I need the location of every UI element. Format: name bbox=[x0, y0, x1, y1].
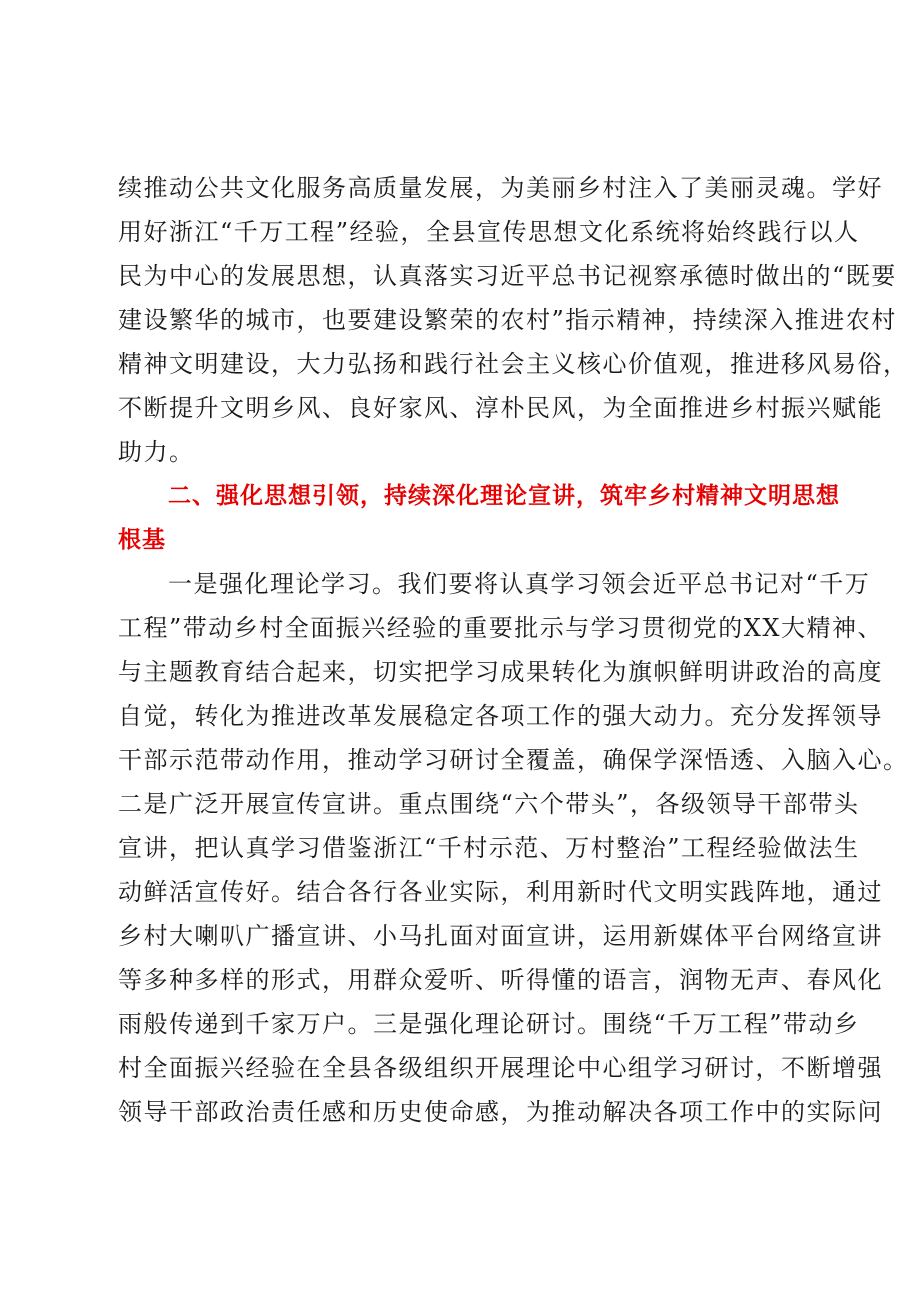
text-line: 雨般传递到千家万户。三是强化理论研讨。围绕“千万工程”带动乡 bbox=[118, 1010, 860, 1038]
text-line: 用好浙江“千万工程”经验，全县宣传思想文化系统将始终践行以人 bbox=[118, 218, 860, 246]
document-body bbox=[118, 166, 909, 1134]
text-line: 工程”带动乡村全面振兴经验的重要批示与学习贯彻党的XX大精神、 bbox=[118, 614, 883, 642]
section-heading-line: 根基 bbox=[118, 527, 166, 553]
text-line: 领导干部政治责任感和历史使命感，为推动解决各项工作中的实际问 bbox=[118, 1098, 883, 1126]
main-paragraph bbox=[118, 562, 909, 1134]
text-line: 宣讲，把认真学习借鉴浙江“千村示范、万村整治”工程经验做法生 bbox=[118, 834, 860, 862]
text-line: 干部示范带动作用，推动学习研讨全覆盖，确保学深悟透、入脑入心。 bbox=[118, 746, 909, 774]
text-line: 村全面振兴经验在全县各级组织开展理论中心组学习研讨，不断增强 bbox=[118, 1054, 883, 1082]
text-line: 二是广泛开展宣传宣讲。重点围绕“六个带头”，各级领导干部带头 bbox=[118, 790, 860, 818]
text-line: 动鲜活宣传好。结合各行各业实际，利用新时代文明实践阵地，通过 bbox=[118, 878, 883, 906]
text-line: 等多种多样的形式，用群众爱听、听得懂的语言，润物无声、春风化 bbox=[118, 966, 883, 994]
text-line: 乡村大喇叭广播宣讲、小马扎面对面宣讲，运用新媒体平台网络宣讲 bbox=[118, 922, 883, 950]
text-line: 自觉，转化为推进改革发展稳定各项工作的强大动力。充分发挥领导 bbox=[118, 702, 883, 730]
text-line: 民为中心的发展思想，认真落实习近平总书记视察承德时做出的“既要 bbox=[118, 262, 897, 290]
text-line: 精神文明建设，大力弘扬和践行社会主义核心价值观，推进移风易俗， bbox=[118, 350, 909, 378]
text-line: 建设繁华的城市，也要建设繁荣的农村”指示精神，持续深入推进农村 bbox=[118, 306, 897, 334]
continued-paragraph bbox=[118, 166, 909, 474]
section-heading-line: 二、强化思想引领，持续深化理论宣讲，筑牢乡村精神文明思想 bbox=[168, 483, 840, 509]
text-line: 与主题教育结合起来，切实把学习成果转化为旗帜鲜明讲政治的高度 bbox=[118, 658, 883, 686]
text-line: 续推动公共文化服务高质量发展，为美丽乡村注入了美丽灵魂。学好 bbox=[118, 174, 883, 202]
section-heading bbox=[118, 474, 840, 562]
text-line: 不断提升文明乡风、良好家风、淳朴民风，为全面推进乡村振兴赋能 bbox=[118, 394, 883, 422]
text-line: 一是强化理论学习。我们要将认真学习领会近平总书记对“千万 bbox=[168, 570, 871, 598]
text-line: 助力。 bbox=[118, 438, 195, 466]
